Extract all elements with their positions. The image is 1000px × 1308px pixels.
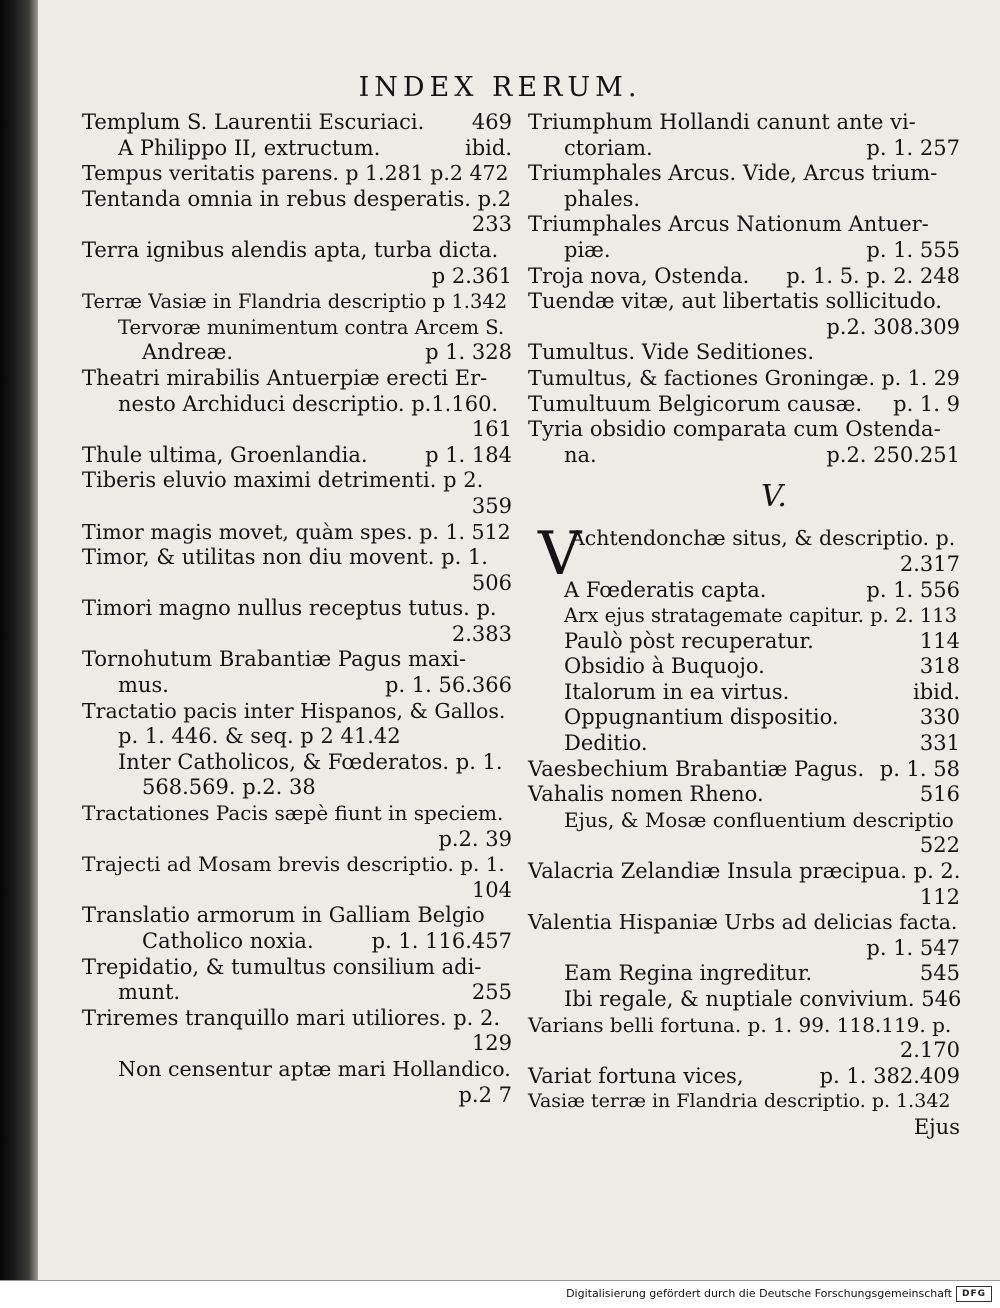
index-line	[528, 808, 960, 834]
index-page-ref: p. 1. 382.409	[819, 1063, 960, 1088]
index-page-ref: p. 1. 556	[866, 577, 960, 602]
index-entry-text: 568.569. p.2. 38	[142, 775, 316, 800]
index-line	[528, 859, 960, 885]
index-line	[82, 340, 512, 366]
index-line	[528, 1064, 960, 1090]
index-entry-text: Translatio armorum in Galliam Belgio	[82, 903, 485, 928]
index-line	[528, 680, 960, 706]
index-entry-text: Terræ Vasiæ in Flandria descriptio p 1.342	[82, 290, 508, 314]
index-entry-text: Tuendæ vitæ, aut libertatis sollicitudo.	[528, 289, 942, 314]
index-line	[82, 238, 512, 264]
index-line	[82, 827, 512, 853]
index-page-ref: 545	[919, 961, 960, 986]
index-line	[528, 1038, 960, 1064]
index-line	[82, 187, 512, 213]
index-page-ref: p. 1. 58	[879, 756, 960, 781]
index-page-ref: 2.170	[899, 1038, 960, 1063]
index-line	[82, 289, 512, 315]
index-line	[82, 622, 512, 648]
page-edge-shadow	[0, 0, 38, 1280]
index-line	[528, 264, 960, 290]
index-line	[528, 603, 960, 629]
index-entry-text: p. 1. 446. & seq. p 2 41.42	[118, 724, 401, 749]
dropcap-entry-lines	[528, 526, 960, 577]
index-line	[82, 596, 512, 622]
index-page-ref: p. 1. 555	[866, 237, 960, 262]
index-line	[82, 136, 512, 162]
index-page-ref: p.2. 39	[438, 826, 512, 851]
index-page-ref: 2.383	[451, 621, 512, 646]
index-line	[528, 578, 960, 604]
index-page-ref: 114	[919, 628, 960, 653]
index-entry-text: Variat fortuna vices,	[528, 1063, 744, 1088]
index-line	[82, 443, 512, 469]
index-line	[528, 315, 960, 341]
index-entry-text: Vaesbechium Brabantiæ Pagus.	[528, 756, 865, 781]
index-line	[528, 340, 960, 366]
index-line	[528, 654, 960, 680]
index-entry-text: Vasiæ terræ in Flandria descriptio. p. 1.342	[528, 1090, 951, 1113]
index-entry-text: Thule ultima, Groenlandia.	[82, 442, 368, 467]
index-line	[528, 366, 960, 392]
index-entry-text: Triumphales Arcus Nationum Antuer-	[528, 212, 929, 237]
index-page-ref: p. 1. 116.457	[371, 929, 512, 953]
index-line	[82, 366, 512, 392]
index-entry-text: Eam Regina ingreditur.	[564, 961, 813, 986]
index-page-ref: p.2 7	[458, 1082, 512, 1107]
index-entry-text: mus.	[118, 673, 169, 698]
index-line	[528, 936, 960, 962]
index-line	[528, 1115, 960, 1141]
index-line	[528, 987, 960, 1013]
index-line	[82, 852, 512, 878]
index-entry-text: Timori magno nullus receptus tutus. p.	[82, 596, 497, 621]
index-page-ref: p. 1. 5. p. 2. 248	[786, 263, 960, 288]
index-line	[82, 1006, 512, 1032]
index-line	[82, 878, 512, 904]
index-entry-text: A Fœderatis capta.	[564, 577, 767, 602]
index-entry-text: Tyria obsidio comparata cum Ostenda-	[528, 417, 941, 442]
index-page-ref: p.2. 308.309	[826, 314, 960, 339]
index-line	[528, 161, 960, 187]
index-page-ref: Ejus	[913, 1114, 960, 1139]
index-line	[82, 315, 512, 341]
index-entry-text: Tumultus. Vide Seditiones.	[528, 340, 815, 365]
index-line	[528, 552, 960, 578]
index-entry-text: Terra ignibus alendis apta, turba dicta.	[82, 237, 499, 262]
index-entry-text: Triumphum Hollandi canunt ante vi-	[528, 110, 916, 134]
index-page-ref: p. 1. 56.366	[385, 673, 512, 698]
index-entry-text: Valentia Hispaniæ Urbs ad delicias facta.	[528, 910, 958, 935]
section-letter: V.	[761, 479, 787, 515]
index-entry-text: Theatri mirabilis Antuerpiæ erecti Er-	[82, 365, 488, 390]
index-page-ref: p. 1. 9	[893, 391, 960, 416]
index-entry-text: piæ.	[564, 237, 611, 262]
footer-credit: Digitalisierung gefördert durch die Deutsche Forschungsgemeinschaft	[566, 1287, 952, 1300]
index-entry-text: Deditio.	[564, 731, 648, 756]
index-line	[528, 833, 960, 859]
index-line	[528, 705, 960, 731]
index-line	[82, 801, 512, 827]
index-line	[82, 545, 512, 571]
index-entry-text: nesto Archiduci descriptio. p.1.160.	[118, 391, 499, 416]
index-entry-text: Tumultuum Belgicorum causæ.	[528, 391, 863, 416]
index-page-ref: 359	[471, 493, 512, 518]
index-line	[82, 929, 512, 955]
index-page-ref: 112	[919, 884, 960, 909]
index-line	[528, 238, 960, 264]
index-line	[82, 110, 512, 136]
index-line	[82, 520, 512, 546]
index-line	[82, 699, 512, 725]
index-entry-text: phales.	[564, 186, 641, 211]
index-line	[82, 1083, 512, 1109]
index-entry-text: munt.	[118, 980, 181, 1005]
index-page-ref: 506	[471, 570, 512, 595]
index-page-ref: 2.317	[899, 551, 960, 576]
index-line	[82, 494, 512, 520]
index-entry-text: Templum S. Laurentii Escuriaci.	[82, 110, 425, 134]
index-line	[528, 212, 960, 238]
index-entry-text: Inter Catholicos, & Fœderatos. p. 1.	[118, 749, 503, 774]
index-entry-text: Tentanda omnia in rebus desperatis. p.2	[82, 186, 512, 211]
index-entry-text: Tornohutum Brabantiæ Pagus maxi-	[82, 647, 467, 672]
index-page-ref: 161	[471, 417, 512, 442]
index-entry-text: Trepidatio, & tumultus consilium adi-	[82, 954, 482, 979]
index-entry-text: Paulò pòst recuperatur.	[564, 628, 814, 653]
index-page-ref: p 1. 328	[425, 340, 512, 365]
index-line	[528, 110, 960, 136]
index-entry-text: Trajecti ad Mosam brevis descriptio. p. 1.	[82, 852, 505, 877]
right-column	[528, 110, 960, 1141]
index-entry-text: Vahalis nomen Rheno.	[528, 782, 764, 807]
index-page-ref: 318	[919, 654, 960, 679]
index-page-ref: 331	[919, 731, 960, 756]
index-page-ref: p 1. 184	[425, 442, 512, 467]
index-line	[528, 782, 960, 808]
index-line	[528, 910, 960, 936]
index-line	[82, 673, 512, 699]
index-page-ref: p 2.361	[431, 263, 512, 288]
index-page-ref: ibid.	[913, 679, 960, 704]
index-page-ref: 129	[471, 1031, 512, 1056]
index-line	[82, 392, 512, 418]
index-entry-text: Italorum in ea virtus.	[564, 679, 790, 704]
index-page-ref: 104	[471, 877, 512, 902]
index-page-ref: 255	[471, 980, 512, 1005]
index-entry-text: Oppugnantium dispositio.	[564, 705, 839, 730]
index-page-ref: 330	[919, 705, 960, 730]
index-line	[82, 724, 512, 750]
index-line	[82, 1031, 512, 1057]
dropcap-letter: V	[538, 519, 582, 590]
index-line	[528, 629, 960, 655]
index-entry-text: Valacria Zelandiæ Insula præcipua. p. 2.	[528, 859, 961, 884]
index-line	[528, 417, 960, 443]
index-line	[528, 526, 960, 552]
index-entry-text: Tervoræ munimentum contra Arcem S.	[118, 315, 505, 339]
index-line	[82, 161, 512, 187]
index-entry-text: Tractationes Pacis sæpè fiunt in speciem.	[82, 801, 504, 826]
index-page-ref: p. 1. 257	[866, 135, 960, 160]
index-entry-text: A Philippo II, extructum.	[118, 135, 381, 160]
index-line	[82, 1057, 512, 1083]
index-page-ref: ibid.	[465, 135, 512, 160]
index-line	[82, 775, 512, 801]
index-line	[82, 750, 512, 776]
index-line	[528, 1089, 960, 1115]
index-entry-text: Ejus, & Mosæ confluentium descriptio	[564, 807, 954, 832]
index-line	[528, 757, 960, 783]
index-line	[528, 1013, 960, 1039]
index-line	[82, 417, 512, 443]
index-entry-text: Varians belli fortuna. p. 1. 99. 118.119. p.	[528, 1012, 952, 1037]
index-page-ref: p.2. 250.251	[826, 442, 960, 467]
index-line	[528, 187, 960, 213]
index-entry-text: Tractatio pacis inter Hispanos, & Gallos.	[82, 698, 506, 723]
index-line	[82, 980, 512, 1006]
index-entry-text: Tumultus, & factiones Groningæ. p. 1. 29	[528, 365, 960, 390]
index-line	[82, 264, 512, 290]
index-line	[528, 961, 960, 987]
index-entry-text: Ibi regale, & nuptiale convivium. 546	[564, 987, 962, 1011]
index-entry-text: Triremes tranquillo mari utiliores. p. 2.	[82, 1005, 501, 1030]
index-entry-text: Triumphales Arcus. Vide, Arcus trium-	[528, 161, 938, 186]
index-line	[82, 571, 512, 597]
index-line	[528, 392, 960, 418]
right-column-top-entries	[528, 110, 960, 468]
index-line	[82, 647, 512, 673]
index-entry-text: Timor magis movet, quàm spes. p. 1. 512	[82, 519, 511, 544]
index-line	[528, 443, 960, 469]
index-entry-text: na.	[564, 442, 597, 467]
index-entry-text: Obsidio à Buquojo.	[564, 654, 765, 679]
index-line	[82, 955, 512, 981]
index-entry-text: Andreæ.	[142, 340, 234, 365]
index-entry-text: Troja nova, Ostenda.	[528, 263, 750, 288]
index-page-ref: 516	[919, 782, 960, 807]
index-entry-text: Tempus veritatis parens. p 1.281 p.2 472	[82, 161, 509, 186]
index-line	[528, 289, 960, 315]
index-entry-text: Tiberis eluvio maximi detrimenti. p 2.	[82, 468, 484, 493]
index-page-ref: 522	[919, 833, 960, 858]
index-entry-text: Non censentur aptæ mari Hollandico.	[118, 1056, 511, 1081]
index-line	[82, 212, 512, 238]
index-line	[528, 731, 960, 757]
left-column	[82, 110, 512, 1108]
index-page-ref: 469	[471, 110, 512, 134]
index-line	[82, 468, 512, 494]
index-line	[82, 903, 512, 929]
index-entry-text: Catholico noxia.	[142, 929, 314, 953]
index-entry-text: Timor, & utilitas non diu movent. p. 1.	[82, 545, 488, 570]
right-column-bottom-entries	[528, 578, 960, 1141]
index-entry-text: Achtendonchæ situs, & descriptio. p.	[570, 526, 956, 551]
page-header: INDEX RERUM.	[358, 72, 642, 103]
index-entry-text: Arx ejus stratagemate capitur. p. 2. 113	[564, 604, 958, 628]
index-line	[528, 136, 960, 162]
index-page-ref: p. 1. 547	[866, 935, 960, 960]
dfg-logo-icon: DFG	[956, 1286, 992, 1302]
index-line	[528, 885, 960, 911]
index-entry-text: ctoriam.	[564, 135, 653, 160]
index-page-ref: 233	[471, 212, 512, 237]
